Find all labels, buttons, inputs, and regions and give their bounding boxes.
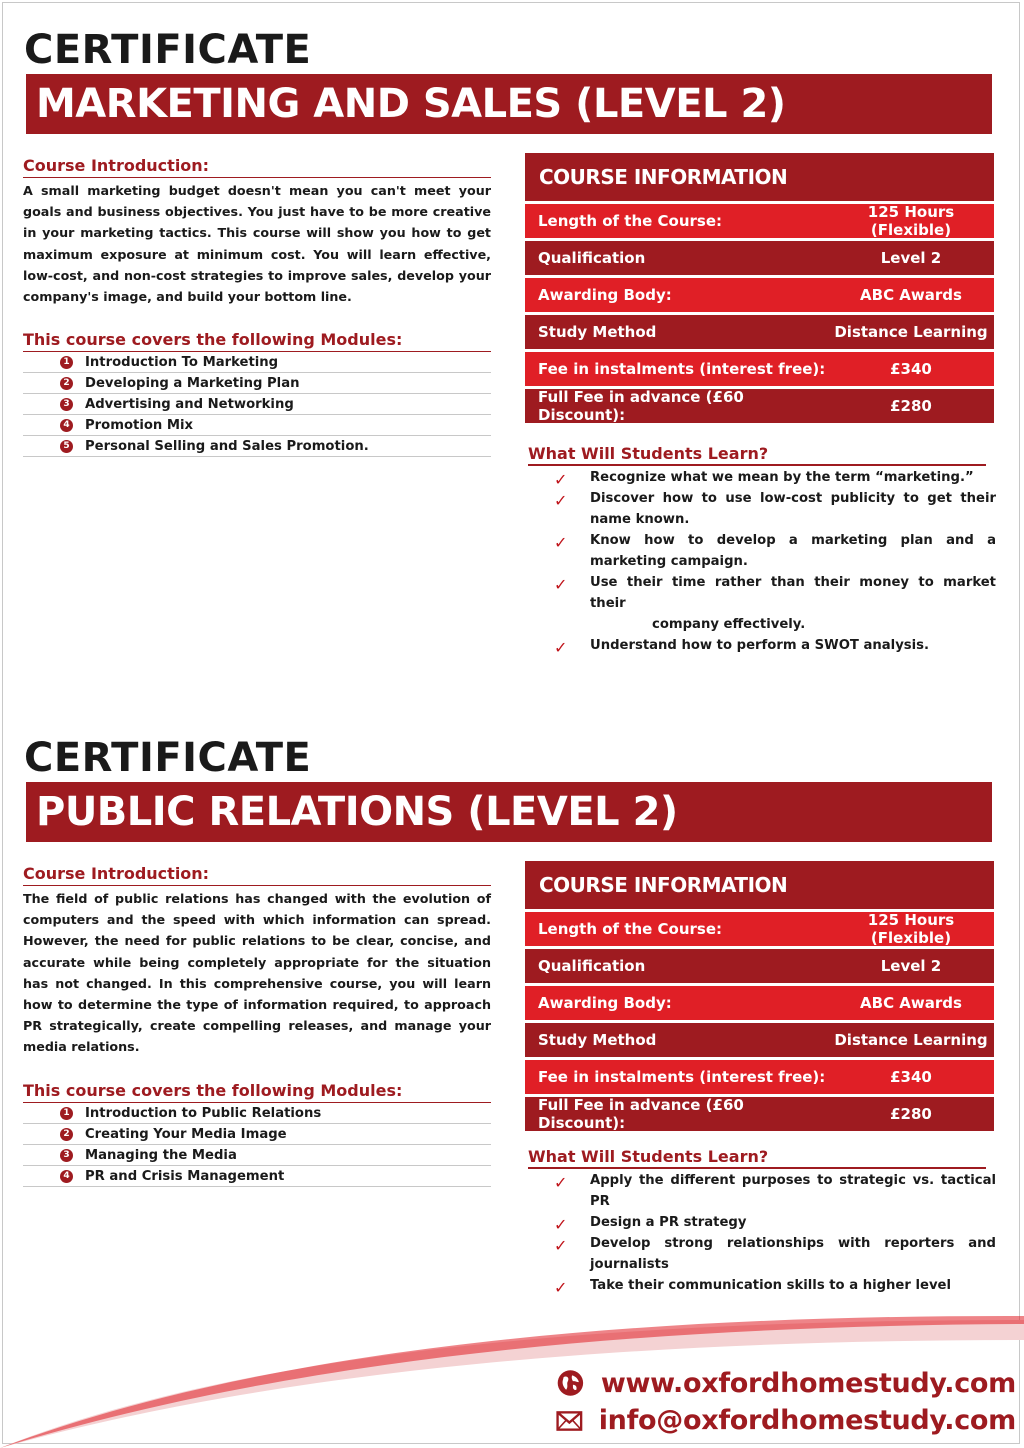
learn-item: ✓ Apply the different purposes to strategic vs. tactical PR (554, 1173, 996, 1209)
learn-item: ✓ Design a PR strategy (554, 1215, 747, 1234)
intro-heading: Course Introduction: (23, 864, 491, 886)
course-title: MARKETING AND SALES (LEVEL 2) (36, 81, 786, 127)
email-contact[interactable] (556, 1405, 1016, 1436)
check-icon: ✓ (554, 1236, 568, 1255)
learn-item: ✓ Understand how to perform a SWOT analysis. (554, 638, 930, 657)
email-link[interactable]: info@oxfordhomestudy.com (598, 1405, 1016, 1436)
info-row: Study Method Distance Learning (525, 315, 994, 349)
modules-heading: This course covers the following Modules: (23, 1081, 491, 1103)
info-row: Study Method Distance Learning (525, 1023, 994, 1057)
course-information-table (525, 861, 994, 1134)
check-icon: ✓ (554, 1173, 568, 1192)
module-item: 3 Advertising and Networking (23, 394, 491, 415)
module-item: 1 Introduction To Marketing (23, 352, 491, 373)
info-row: Awarding Body: ABC Awards (525, 986, 994, 1020)
learn-heading: What Will Students Learn? (528, 444, 986, 466)
number-badge-icon: 5 (60, 440, 73, 453)
intro-heading: Course Introduction: (23, 156, 491, 178)
check-icon: ✓ (554, 1215, 568, 1234)
learn-list (552, 467, 996, 656)
learn-item: ✓ Take their communication skills to a higher level (554, 1278, 951, 1297)
info-row: Awarding Body: ABC Awards (525, 278, 994, 312)
learn-item: ✓ Recognize what we mean by the term “marketing.” (554, 470, 974, 489)
info-row: Length of the Course: 125 Hours (Flexible) (525, 912, 994, 946)
learn-item: ✓ Use their time rather than their money to market their company effectively. (554, 575, 996, 632)
info-row: Qualification Level 2 (525, 949, 994, 983)
learn-list (552, 1170, 996, 1296)
website-link[interactable]: www.oxfordhomestudy.com (600, 1367, 1016, 1399)
number-badge-icon: 2 (60, 377, 73, 390)
learn-item: ✓ Discover how to use low-cost publicity to get their name known. (554, 491, 996, 527)
number-badge-icon: 4 (60, 1170, 73, 1183)
intro-text: The field of public relations has changed with the evolution of computers and the speed with which information can spread. However, the need for public relations to be clear, concise, and accurate while being completely appropriate for the situation has not changed. In this comprehensive course, you will learn how to determine the type of information required, to approach PR strategically, create compelling releases, and manage your media relations. (23, 891, 491, 1055)
check-icon: ✓ (554, 575, 568, 594)
module-item: 4 Promotion Mix (23, 415, 491, 436)
number-badge-icon: 1 (60, 1107, 73, 1120)
learn-item: ✓ Develop strong relationships with reporters and journalists (554, 1236, 996, 1272)
info-row: Length of the Course: 125 Hours (Flexible) (525, 204, 994, 238)
number-badge-icon: 3 (60, 1149, 73, 1162)
info-row: Fee in instalments (interest free): £340 (525, 352, 994, 386)
modules-list (23, 1103, 491, 1187)
info-row: Qualification Level 2 (525, 241, 994, 275)
number-badge-icon: 1 (60, 356, 73, 369)
course-title-bar (26, 74, 992, 134)
course-information-heading: COURSE INFORMATION (525, 153, 994, 201)
modules-section (23, 330, 491, 457)
course-information-heading: COURSE INFORMATION (525, 861, 994, 909)
course-information-table (525, 153, 994, 426)
course-title: PUBLIC RELATIONS (LEVEL 2) (36, 789, 678, 835)
website-contact[interactable] (556, 1366, 1016, 1400)
certificate-label: CERTIFICATE (24, 735, 312, 781)
course-intro-section (23, 864, 491, 1058)
modules-list (23, 352, 491, 457)
check-icon: ✓ (554, 533, 568, 552)
number-badge-icon: 2 (60, 1128, 73, 1141)
mail-icon (556, 1408, 583, 1434)
modules-heading: This course covers the following Modules: (23, 330, 491, 352)
modules-section (23, 1081, 491, 1187)
module-item: 3 Managing the Media (23, 1145, 491, 1166)
module-item: 2 Creating Your Media Image (23, 1124, 491, 1145)
module-item: 1 Introduction to Public Relations (23, 1103, 491, 1124)
globe-icon (556, 1366, 585, 1400)
intro-text: A small marketing budget doesn't mean you can't meet your goals and business objectives. You just have to be more creative in your marketing tactics. This course will show you how to get maximum exposure at minimum cost. You will learn effective, low-cost, and non-cost strategies to improve sales, develop your company's image, and build your bottom line. (23, 183, 491, 305)
info-row: Full Fee in advance (£60 Discount): £280 (525, 389, 994, 423)
learn-item: ✓ Know how to develop a marketing plan and a marketing campaign. (554, 533, 996, 569)
module-item: 2 Developing a Marketing Plan (23, 373, 491, 394)
certificate-label: CERTIFICATE (24, 27, 312, 73)
info-row: Fee in instalments (interest free): £340 (525, 1060, 994, 1094)
check-icon: ✓ (554, 491, 568, 510)
course-title-bar (26, 782, 992, 842)
module-item: 4 PR and Crisis Management (23, 1166, 491, 1187)
course-intro-section (23, 156, 491, 307)
check-icon: ✓ (554, 1278, 568, 1297)
number-badge-icon: 3 (60, 398, 73, 411)
check-icon: ✓ (554, 470, 568, 489)
module-item: 5 Personal Selling and Sales Promotion. (23, 436, 491, 457)
check-icon: ✓ (554, 638, 568, 657)
number-badge-icon: 4 (60, 419, 73, 432)
learn-heading: What Will Students Learn? (528, 1147, 986, 1169)
info-row: Full Fee in advance (£60 Discount): £280 (525, 1097, 994, 1131)
